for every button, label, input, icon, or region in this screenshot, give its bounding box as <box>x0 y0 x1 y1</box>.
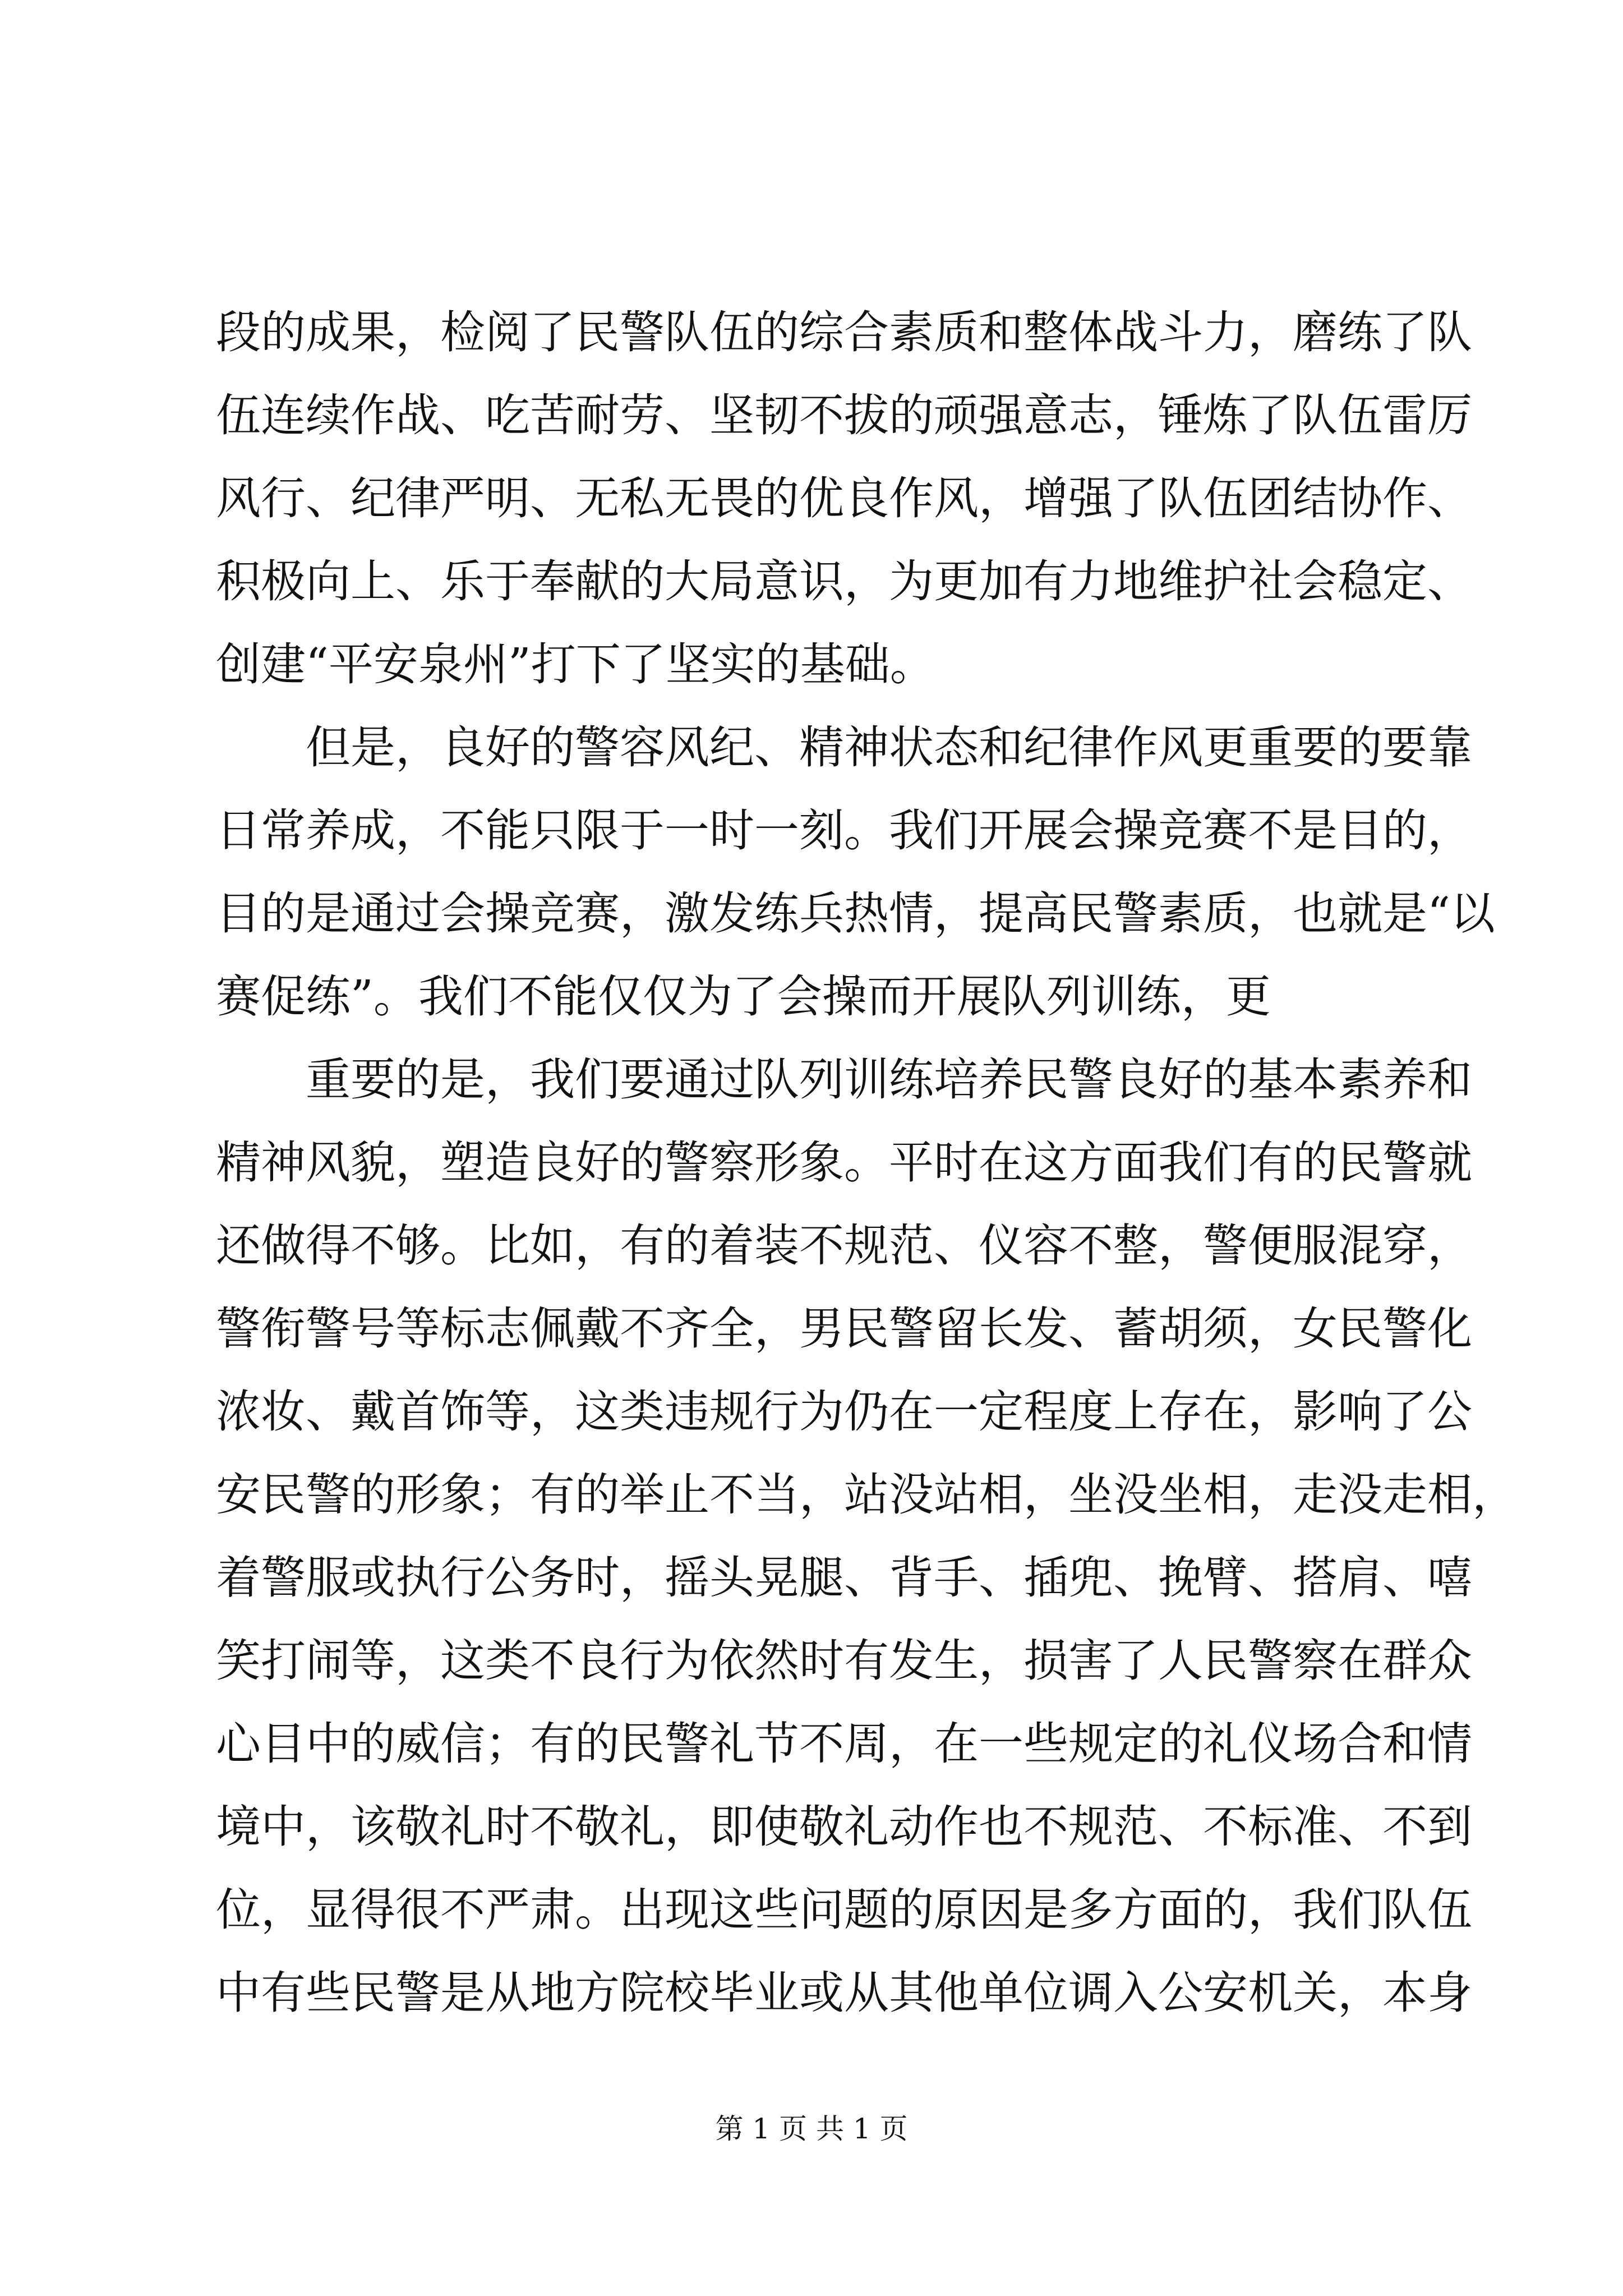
text-line: 段的成果，检阅了民警队伍的综合素质和整体战斗力，磨练了队 <box>216 306 1472 358</box>
text-line: 位，显得很不严肃。出现这些问题的原因是多方面的，我们队伍 <box>216 1884 1472 1936</box>
text-line: 创建“平安泉州”打下了坚实的基础。 <box>216 638 935 691</box>
text-line: 重要的是，我们要通过队列训练培养民警良好的基本素养和 <box>216 1053 1472 1106</box>
text-line: 目的是通过会操竞赛，激发练兵热情，提高民警素质，也就是“以 <box>216 887 1495 940</box>
text-line: 浓妆、戴首饰等，这类违规行为仍在一定程度上存在，影响了公 <box>216 1386 1472 1438</box>
text-line: 积极向上、乐于奉献的大局意识，为更加有力地维护社会稳定、 <box>216 555 1472 608</box>
text-line: 笑打闹等，这类不良行为依然时有发生，损害了人民警察在群众 <box>216 1635 1472 1687</box>
text-line: 精神风貌，塑造良好的警察形象。平时在这方面我们有的民警就 <box>216 1137 1472 1189</box>
page-footer <box>0 2115 1623 2143</box>
text-line: 赛促练”。我们不能仅仅为了会操而开展队列训练，更 <box>216 970 1271 1023</box>
page-number-label: 第 1 页 共 1 页 <box>715 2113 908 2145</box>
text-line: 还做得不够。比如，有的着装不规范、仪容不整，警便服混穿， <box>216 1220 1472 1272</box>
text-line: 心目中的威信；有的民警礼节不周，在一些规定的礼仪场合和情 <box>216 1718 1472 1770</box>
text-line: 安民警的形象；有的举止不当，站没站相，坐没坐相，走没走相， <box>216 1469 1517 1521</box>
text-line: 境中，该敬礼时不敬礼，即使敬礼动作也不规范、不标准、不到 <box>216 1801 1472 1853</box>
text-line: 警衔警号等标志佩戴不齐全，男民警留长发、蓄胡须，女民警化 <box>216 1303 1472 1355</box>
text-line: 中有些民警是从地方院校毕业或从其他单位调入公安机关，本身 <box>216 1967 1472 2019</box>
text-line: 日常养成，不能只限于一时一刻。我们开展会操竞赛不是目的， <box>216 804 1472 857</box>
text-line: 着警服或执行公务时，摇头晃腿、背手、插兜、挽臂、搭肩、嘻 <box>216 1552 1472 1604</box>
text-line: 风行、纪律严明、无私无畏的优良作风，增强了队伍团结协作、 <box>216 472 1472 524</box>
text-line: 但是，良好的警容风纪、精神状态和纪律作风更重要的要靠 <box>216 721 1472 774</box>
text-line: 伍连续作战、吃苦耐劳、坚韧不拔的顽强意志，锤炼了队伍雷厉 <box>216 389 1472 441</box>
